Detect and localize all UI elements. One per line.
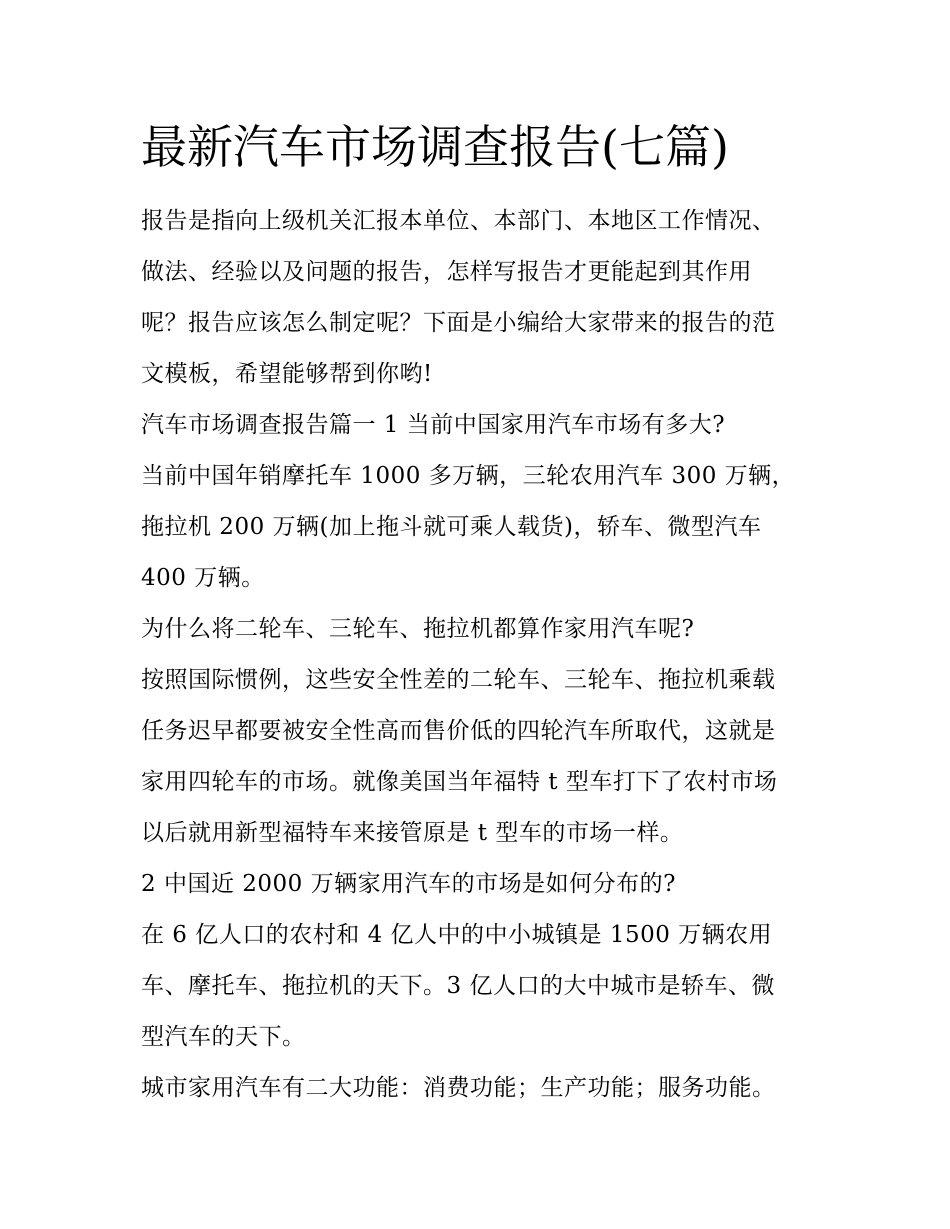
body-line: 当前中国年销摩托车 1000 多万辆，三轮农用汽车 300 万辆，: [141, 463, 796, 489]
body-line: 做法、经验以及问题的报告，怎样写报告才更能起到其作用: [141, 259, 752, 285]
body-line: 按照国际惯例，这些安全性差的二轮车、三轮车、拖拉机乘载: [141, 667, 776, 693]
body-line: 车、摩托车、拖拉机的天下。3 亿人口的大中城市是轿车、微: [141, 973, 775, 999]
body-line: 文模板，希望能够帮到你哟!: [141, 361, 433, 387]
body-line: 以后就用新型福特车来接管原是 t 型车的市场一样。: [141, 820, 684, 846]
body-line: 呢？报告应该怎么制定呢？下面是小编给大家带来的报告的范: [141, 310, 776, 336]
body-line: 汽车市场调查报告篇一 1 当前中国家用汽车市场有多大?: [141, 412, 726, 438]
body-line: 拖拉机 200 万辆(加上拖斗就可乘人载货)，轿车、微型汽车: [141, 514, 762, 540]
body-line: 城市家用汽车有二大功能：消费功能；生产功能；服务功能。: [141, 1075, 776, 1101]
body-line: 为什么将二轮车、三轮车、拖拉机都算作家用汽车呢?: [141, 616, 695, 642]
document-body: [141, 196, 831, 1114]
body-line: 报告是指向上级机关汇报本单位、本部门、本地区工作情况、: [141, 208, 776, 234]
body-line: 家用四轮车的市场。就像美国当年福特 t 型车打下了农村市场: [141, 769, 778, 795]
body-line: 型汽车的天下。: [141, 1024, 306, 1050]
body-line: 2 中国近 2000 万辆家用汽车的市场是如何分布的?: [141, 871, 676, 897]
document-title: 最新汽车市场调查报告(七篇): [141, 120, 729, 174]
body-line: 在 6 亿人口的农村和 4 亿人中的中小城镇是 1500 万辆农用: [141, 922, 773, 948]
body-line: 任务迟早都要被安全性高而售价低的四轮汽车所取代，这就是: [141, 718, 776, 744]
body-line: 400 万辆。: [141, 565, 265, 591]
